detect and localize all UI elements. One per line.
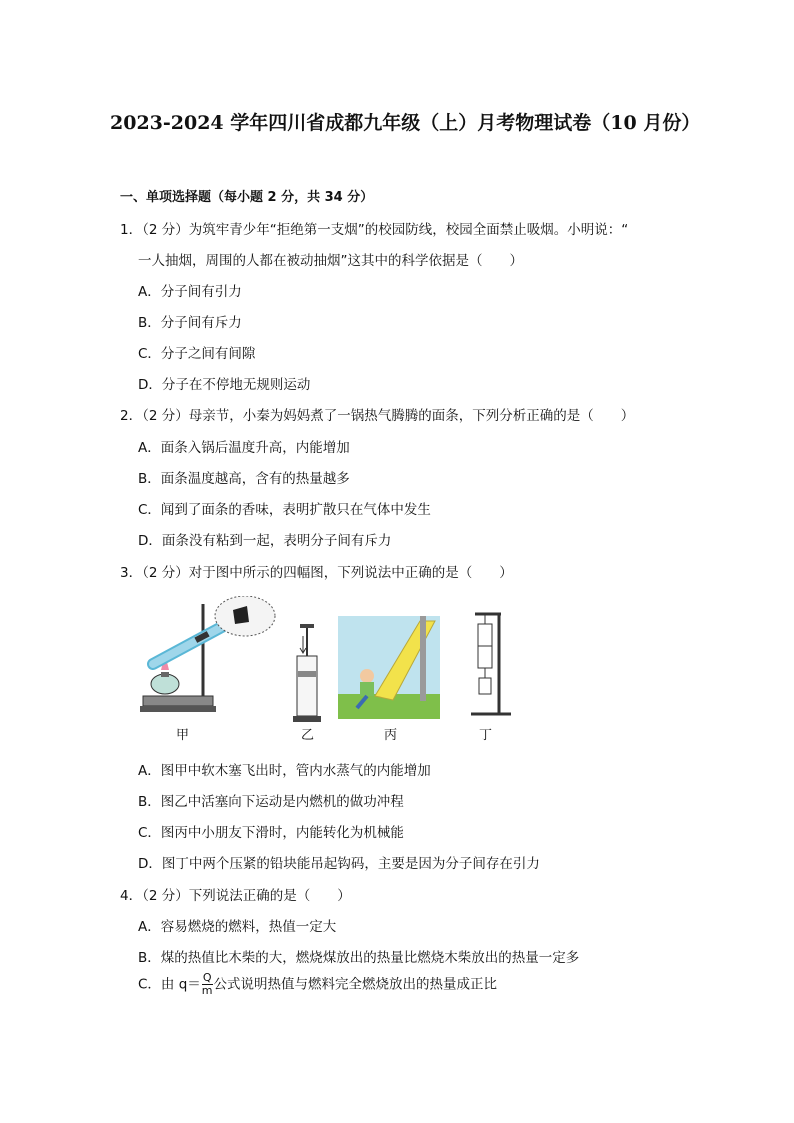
q1-stem-line2: 一人抽烟，周围的人都在被动抽烟”这其中的科学依据是（ ）	[138, 253, 523, 269]
q4-option-c-suffix: 公式说明热值与燃料完全燃烧放出的热量成正比	[213, 976, 498, 993]
q-over-m-fraction	[202, 972, 213, 997]
q2-option-d: D．面条没有粘到一起，表明分子间有斥力	[138, 533, 392, 549]
figure-label-bing: 丙	[384, 728, 398, 743]
q4-option-c	[138, 972, 497, 997]
q3-option-b: B．图乙中活塞向下运动是内燃机的做功冲程	[138, 794, 404, 810]
fraction-numerator: Q	[202, 971, 212, 984]
q2-option-a: A．面条入锅后温度升高，内能增加	[138, 440, 350, 456]
q2-option-c: C．闻到了面条的香味，表明扩散只在气体中发生	[138, 502, 431, 518]
q4-option-b: B．煤的热值比木柴的大，燃烧煤放出的热量比燃烧木柴放出的热量一定多	[138, 950, 580, 966]
fraction-denominator: m	[201, 984, 213, 997]
section-heading: 一、单项选择题（每小题 2 分，共 34 分）	[120, 190, 374, 205]
q1-option-a: A．分子间有引力	[138, 284, 242, 300]
q3-stem: 3．（2 分）对于图中所示的四幅图，下列说法中正确的是（ ）	[120, 565, 513, 581]
q4-option-c-prefix: C．由 q＝	[138, 976, 201, 993]
q4-option-a: A．容易燃烧的燃料，热值一定大	[138, 919, 337, 935]
q1-stem-line1: 1．（2 分）为筑牢青少年“拒绝第一支烟”的校园防线，校园全面禁止吸烟。小明说：“	[120, 222, 629, 238]
figure-label-ding: 丁	[479, 728, 493, 743]
q2-option-b: B．面条温度越高，含有的热量越多	[138, 471, 350, 487]
figure-label-yi: 乙	[301, 728, 315, 743]
q2-stem: 2．（2 分）母亲节，小秦为妈妈煮了一锅热气腾腾的面条，下列分析正确的是（ ）	[120, 408, 635, 424]
figure-yi-piston-cylinder	[293, 624, 321, 722]
q1-option-b: B．分子间有斥力	[138, 315, 242, 331]
q4-stem: 4．（2 分）下列说法正确的是（ ）	[120, 888, 351, 904]
figure-bing-child-on-slide	[338, 616, 440, 719]
figure-ding-lead-blocks	[471, 614, 511, 714]
q3-option-a: A．图甲中软木塞飞出时，管内水蒸气的内能增加	[138, 763, 431, 779]
q3-option-d: D．图丁中两个压紧的铅块能吊起钩码，主要是因为分子间存在引力	[138, 856, 540, 872]
figure-jia-test-tube-apparatus	[140, 596, 275, 712]
figure-label-jia: 甲	[176, 728, 190, 743]
q3-option-c: C．图丙中小朋友下滑时，内能转化为机械能	[138, 825, 404, 841]
q1-option-c: C．分子之间有间隙	[138, 346, 256, 362]
q3-figure	[135, 596, 535, 746]
q1-option-d: D．分子在不停地无规则运动	[138, 377, 311, 393]
page-title: 2023-2024 学年四川省成都九年级（上）月考物理试卷（10 月份）	[110, 112, 701, 134]
